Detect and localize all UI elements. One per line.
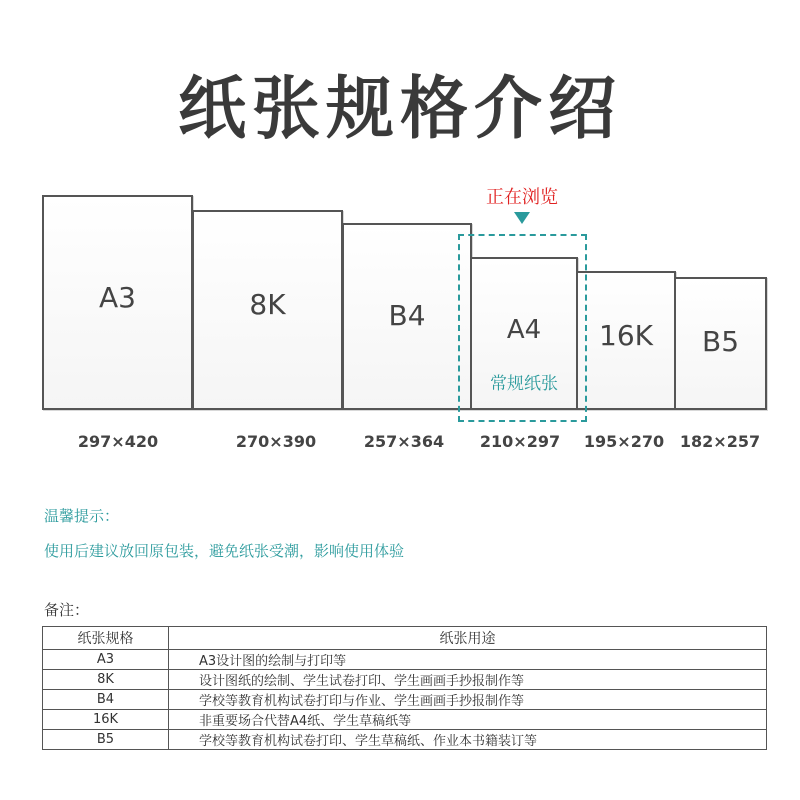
table-cell-usage: 设计图纸的绘制、学生试卷打印、学生画画手抄报制作等 [169, 670, 767, 690]
sheet-8k [192, 210, 343, 410]
sheet-16k [576, 271, 676, 410]
tip-text: 使用后建议放回原包装，避免纸张受潮，影响使用体验 [44, 542, 405, 560]
sheet-dimension: 195×270 [583, 432, 665, 451]
sheet-label: B4 [388, 299, 426, 332]
table-cell-spec: A3 [43, 650, 169, 670]
page-title: 纸张规格介绍 [177, 70, 622, 149]
sheet-sub-label: 常规纸张 [490, 374, 558, 394]
sheet-label: A3 [99, 281, 136, 314]
sheet-dimension: 297×420 [77, 432, 159, 451]
table-cell-spec: B5 [43, 730, 169, 750]
sheet-dimension: 182×257 [679, 432, 761, 451]
browsing-indicator-text: 正在浏览 [486, 187, 558, 208]
table-cell-usage: 学校等教育机构试卷打印、学生草稿纸、作业本书籍装订等 [169, 730, 767, 750]
sheet-label: B5 [701, 325, 740, 358]
table-row [43, 670, 767, 690]
sheet-label: 16K [599, 319, 653, 352]
tip-title: 温馨提示： [44, 507, 120, 525]
table-cell-usage: A3设计图的绘制与打印等 [169, 650, 767, 670]
table-cell-spec: B4 [43, 690, 169, 710]
table-cell-spec: 8K [43, 670, 169, 690]
table-row [43, 650, 767, 670]
sheet-b5 [674, 277, 767, 410]
sheet-dimension: 270×390 [235, 432, 317, 451]
column-header-usage: 纸张用途 [169, 627, 767, 650]
table-cell-spec: 16K [43, 710, 169, 730]
table-row [43, 730, 767, 750]
current-selection-frame [458, 234, 587, 422]
sheet-a3 [42, 195, 193, 410]
table-header-row [43, 627, 767, 650]
table-row [43, 690, 767, 710]
sheet-b4 [342, 223, 472, 410]
table-cell-usage: 非重要场合代替A4纸、学生草稿纸等 [169, 710, 767, 730]
paper-usage-table [42, 626, 767, 750]
sheet-dimension: 210×297 [479, 432, 561, 451]
down-triangle-icon [514, 212, 530, 224]
table-row [43, 710, 767, 730]
column-header-spec: 纸张规格 [43, 627, 169, 650]
sheet-label: 8K [249, 288, 286, 321]
notes-label: 备注： [44, 601, 90, 619]
sheet-label: A4 [506, 315, 542, 345]
sheet-dimension: 257×364 [363, 432, 445, 451]
table-cell-usage: 学校等教育机构试卷打印与作业、学生画画手抄报制作等 [169, 690, 767, 710]
